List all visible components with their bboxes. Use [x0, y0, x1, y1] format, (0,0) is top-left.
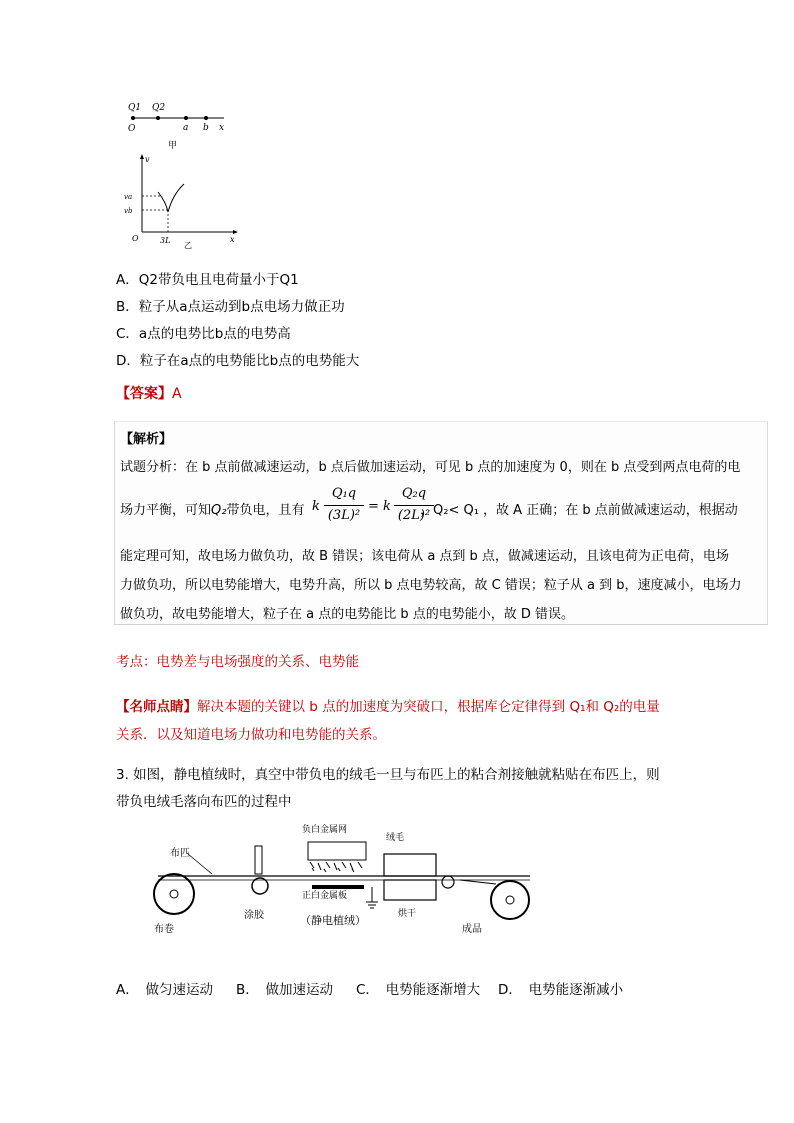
tips-label: 【名师点睛】: [116, 699, 197, 715]
figure-velocity-graph: [118, 152, 248, 254]
tips-text-1: 解决本题的关键以 b 点的加速度为突破口，根据库仑定律得到 Q₁和 Q₂的电量: [197, 699, 660, 715]
answer-label: 【答案】: [116, 386, 172, 402]
eq-num2: Q₂q: [401, 486, 427, 501]
label-a: a: [183, 123, 189, 133]
label-x2: x: [230, 235, 235, 244]
q3-line-2: 带负电绒毛落向布匹的过程中: [116, 794, 292, 810]
eq-num1: Q₁q: [331, 486, 357, 501]
tips-line-1: [116, 695, 660, 715]
analysis-line-1: 试题分析：在 b 点前做减速运动，b 点后做加速运动，可见 b 点的加速度为 0，则在 b 点受到两点电荷的电: [120, 460, 741, 475]
figure-flocking: [140, 818, 560, 942]
label-product: 成品: [462, 924, 482, 935]
label-neg-mesh: 负白金属网: [302, 825, 348, 835]
eq-den1: (3L)²: [327, 508, 361, 523]
label-3l: 3L: [160, 236, 171, 245]
answer-row: [116, 383, 182, 403]
analysis-line-2-a: 场力平衡，可知: [120, 503, 212, 518]
label-b: b: [203, 123, 209, 133]
analysis-line-2-b: 带负电，且有: [226, 503, 305, 518]
caption-yi: 乙: [184, 241, 192, 250]
label-v: v: [145, 155, 150, 164]
q3-option-b: B． 做加速运动: [236, 982, 334, 998]
label-origin2: O: [132, 234, 139, 243]
figure-charge-line: [120, 96, 240, 156]
caption-jia: 甲: [168, 141, 178, 151]
q3-option-a: A． 做匀速运动: [116, 982, 213, 998]
analysis-line-2-c: ，Q₂< Q₁ ，故 A 正确；在 b 点前做减速运动，根据动: [420, 503, 738, 518]
q3-option-c: C． 电势能逐渐增大: [356, 982, 481, 998]
label-pos-plate: 正白金属板: [302, 891, 348, 901]
eq-k1: k: [312, 499, 320, 514]
analysis-line-3: 能定理可知，故电场力做负功，故 B 错误；该电荷从 a 点到 b 点，做减速运动，且该电荷为正电荷，电场: [120, 549, 729, 564]
label-x: x: [219, 123, 225, 133]
q3-option-d: D． 电势能逐渐减小: [498, 982, 624, 998]
analysis-title: 【解析】: [120, 432, 173, 447]
eq-equals: = k: [368, 499, 391, 514]
tips-line-2: 关系．以及知道电场力做功和电势能的关系。: [116, 727, 386, 743]
label-origin: O: [128, 124, 136, 134]
kaodian: 考点：电势差与电场强度的关系、电势能: [116, 654, 359, 670]
option-d: D．粒子在a点的电势能比b点的电势能大: [116, 353, 360, 369]
label-q1: Q1: [128, 103, 142, 113]
label-roll: 布卷: [154, 924, 174, 935]
option-c: C．a点的电势比b点的电势高: [116, 326, 291, 342]
label-glue: 涂胶: [244, 910, 264, 921]
label-dry: 烘干: [398, 909, 417, 919]
option-a: A．Q2带负电且电荷量小于Q1: [116, 272, 299, 288]
answer-value: A: [172, 386, 182, 402]
caption-flocking: （静电植绒）: [300, 914, 366, 927]
analysis-line-2: [120, 499, 304, 518]
label-va: va: [124, 193, 133, 201]
analysis-q2: Q₂: [211, 503, 227, 518]
label-q2: Q2: [152, 103, 166, 113]
q3-line-1: 3. 如图，静电植绒时，真空中带负电的绒毛一旦与布匹上的粘合剂接触就粘贴在布匹上，则: [116, 767, 660, 783]
label-vb: vb: [124, 207, 133, 215]
analysis-line-5: 做负功，故电势能增大，粒子在 a 点的电势能比 b 点的电势能小，故 D 错误。: [120, 607, 575, 622]
label-fluff: 绒毛: [386, 833, 405, 843]
eq-den2: (2L)²: [397, 508, 431, 523]
analysis-line-4: 力做负功，所以电势能增大，电势升高，所以 b 点电势较高，故 C 错误；粒子从 a 到 b，速度减小，电场力: [120, 578, 742, 593]
label-cloth: 布匹: [170, 848, 190, 859]
option-b: B．粒子从a点运动到b点电场力做正功: [116, 299, 345, 315]
